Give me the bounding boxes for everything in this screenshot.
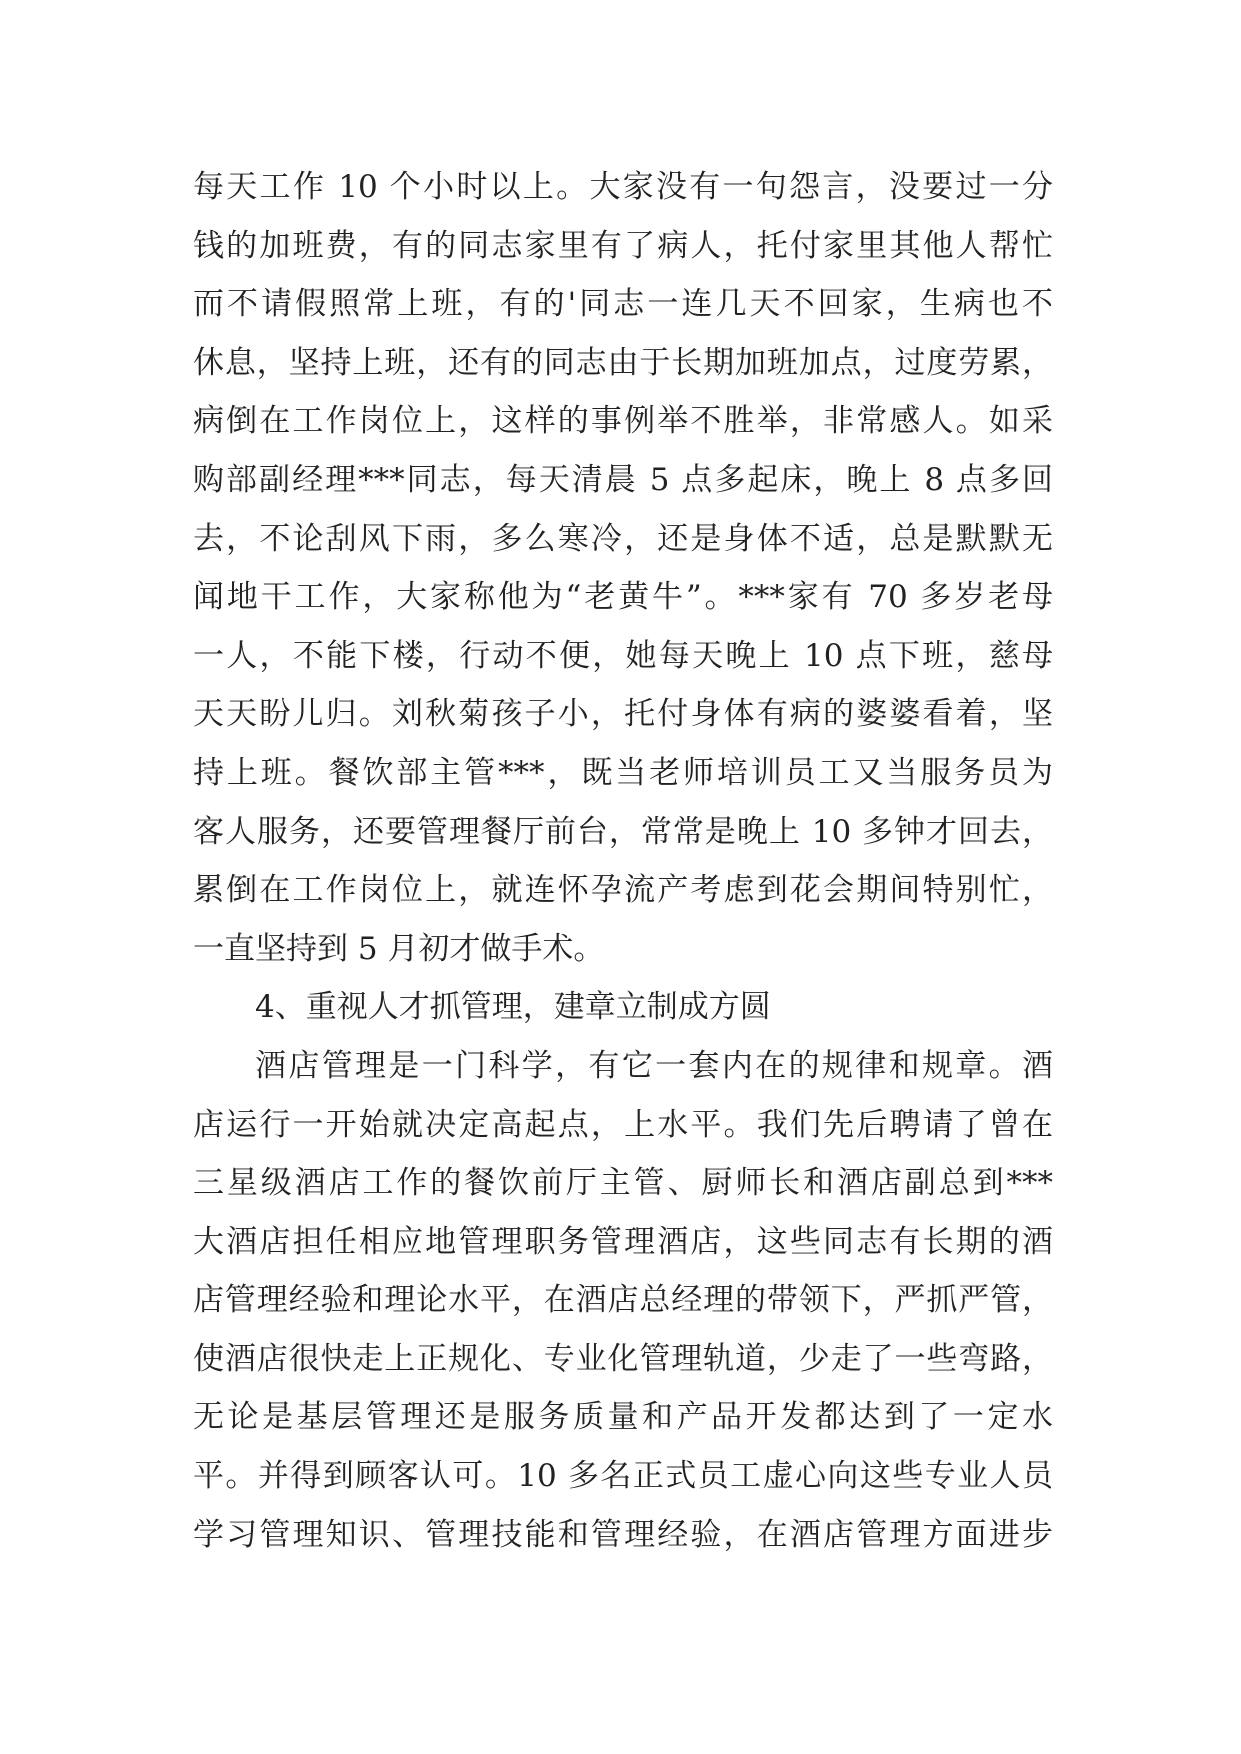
text-line: 店运行一开始就决定高起点，上水平。我们先后聘请了曾在 (193, 1106, 1053, 1143)
paragraph-last-line: 一直坚持到 5 月初才做手术。 (193, 930, 605, 967)
text-line: 购部副经理***同志，每天清晨 5 点多起床，晚上 8 点多回 (193, 461, 1053, 498)
text-line: 而不请假照常上班，有的'同志一连几天不回家，生病也不 (193, 286, 1053, 323)
section-heading: 4、重视人才抓管理，建章立制成方圆 (255, 989, 771, 1026)
text-line: 钱的加班费，有的同志家里有了病人，托付家里其他人帮忙 (193, 227, 1053, 264)
text-line: 一人，不能下楼，行动不便，她每天晚上 10 点下班，慈母 (193, 637, 1053, 674)
text-line: 使酒店很快走上正规化、专业化管理轨道，少走了一些弯路， (193, 1340, 1053, 1377)
text-line: 持上班。餐饮部主管***，既当老师培训员工又当服务员为 (193, 754, 1053, 791)
text-line: 休息，坚持上班，还有的同志由于长期加班加点，过度劳累， (193, 344, 1053, 381)
text-line: 病倒在工作岗位上，这样的事例举不胜举，非常感人。如采 (193, 403, 1053, 440)
body-text (193, 158, 1053, 1564)
text-line: 无论是基层管理还是服务质量和产品开发都达到了一定水 (193, 1399, 1053, 1436)
text-line: 每天工作 10 个小时以上。大家没有一句怨言，没要过一分 (193, 169, 1053, 205)
text-line: 学习管理知识、管理技能和管理经验，在酒店管理方面进步 (193, 1516, 1053, 1553)
text-line: 店管理经验和理论水平，在酒店总经理的带领下，严抓严管， (193, 1282, 1053, 1319)
text-line: 客人服务，还要管理餐厅前台，常常是晚上 10 多钟才回去， (193, 813, 1053, 850)
text-line: 累倒在工作岗位上，就连怀孕流产考虑到花会期间特别忙， (193, 872, 1053, 909)
paragraph-first-line: 酒店管理是一门科学，有它一套内在的规律和规章。酒 (255, 1047, 1053, 1084)
text-line: 天天盼儿归。刘秋菊孩子小，托付身体有病的婆婆看着，坚 (193, 696, 1053, 733)
text-line: 三星级酒店工作的餐饮前厅主管、厨师长和酒店副总到*** (193, 1165, 1053, 1202)
text-line: 平。并得到顾客认可。10 多名正式员工虚心向这些专业人员 (193, 1458, 1053, 1495)
text-line: 去，不论刮风下雨，多么寒冷，还是身体不适，总是默默无 (193, 520, 1053, 557)
text-line: 闻地干工作，大家称他为“老黄牛”。***家有 70 多岁老母 (193, 579, 1053, 616)
text-line: 大酒店担任相应地管理职务管理酒店，这些同志有长期的酒 (193, 1223, 1053, 1260)
